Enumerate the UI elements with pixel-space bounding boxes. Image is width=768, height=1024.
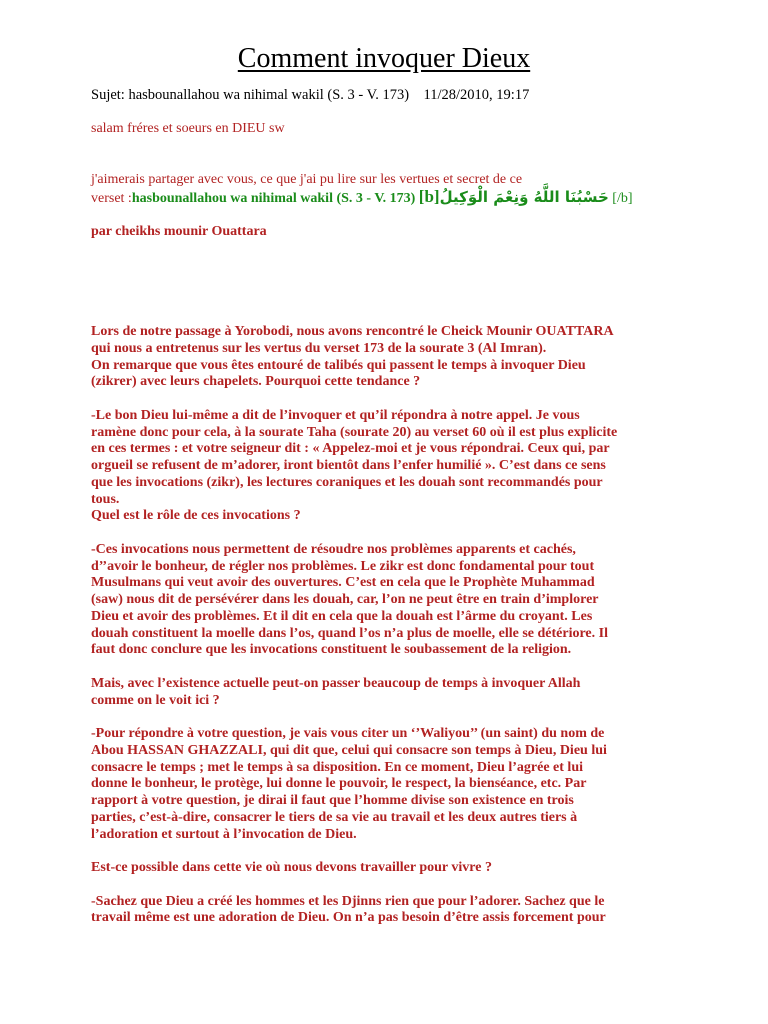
body-paragraph bbox=[91, 408, 691, 525]
body-paragraph bbox=[91, 860, 691, 877]
body-line: consacre le temps ; met le temps à sa disposition. En ce moment, Dieu l’agrée et lui bbox=[91, 759, 583, 775]
body-line: parties, c’est-à-dire, consacrer le tiers de sa vie au travail et les deux autres tiers à bbox=[91, 809, 578, 825]
arabic-verse: حَسْبُنَا اللَّهُ وَنِعْمَ الْوَكِيلُ bbox=[439, 187, 609, 206]
body-paragraph bbox=[91, 542, 691, 659]
body-line: Mais, avec l’existence actuelle peut-on passer beaucoup de temps à invoquer Allah bbox=[91, 675, 581, 691]
body-line: Dieu et avoir des problèmes. Et il dit en cela que la douah est l’ârme du croyant. Les bbox=[91, 608, 593, 624]
body-line: (saw) nous dit de persévérer dans les douah, car, l’on ne peut être en train d’implorer bbox=[91, 592, 599, 607]
bold-close-tag: [/b] bbox=[608, 190, 633, 206]
paragraph-gap bbox=[91, 391, 691, 408]
verse-reference: hasbounallahou wa nihimal wakil (S. 3 - V. 173) bbox=[131, 190, 419, 206]
body-paragraph bbox=[91, 324, 691, 391]
body-paragraph bbox=[91, 676, 691, 710]
intro-prefix: verset : bbox=[91, 190, 132, 206]
body-line: que les invocations (zikr), les lectures coraniques et les douah sont recommandés pour bbox=[91, 474, 603, 490]
body-line: -Sachez que Dieu a créé les hommes et les Djinns rien que pour l’adorer. Sachez que le bbox=[91, 893, 605, 909]
body-line: Est-ce possible dans cette vie où nous devons travailler pour vivre ? bbox=[91, 860, 492, 875]
paragraph-gap bbox=[91, 877, 691, 894]
body-paragraph bbox=[91, 894, 691, 928]
body-line: (zikrer) avec leurs chapelets. Pourquoi cette tendance ? bbox=[91, 374, 421, 390]
intro-verse-line bbox=[91, 186, 691, 206]
body-line: donne le bonheur, le protège, lui donne le pouvoir, le respect, la bienséance, etc. Par bbox=[91, 776, 587, 792]
body-line: douah constituent la moelle dans l’os, quand l’os n’a plus de moelle, elle se détériore. Il bbox=[91, 625, 608, 641]
intro-paragraph bbox=[91, 172, 691, 206]
body-line: Quel est le rôle de ces invocations ? bbox=[91, 508, 301, 524]
article-body bbox=[91, 324, 691, 927]
body-line: l’adoration et surtout à l’invocation de Dieu. bbox=[91, 826, 357, 842]
body-line: tous. bbox=[91, 491, 120, 507]
body-line: faut donc conclure que les invocations constituent le soubassement de la religion. bbox=[91, 642, 572, 658]
body-line: -Ces invocations nous permettent de résoudre nos problèmes apparents et cachés, bbox=[91, 541, 576, 557]
body-line: Abou HASSAN GHAZZALI, qui dit que, celui qui consacre son temps à Dieu, Dieu lui bbox=[91, 742, 607, 758]
greeting-text: salam fréres et soeurs en DIEU sw bbox=[91, 121, 285, 136]
body-line: travail même est une adoration de Dieu. On n’a pas besoin d’être assis forcement pour bbox=[91, 910, 606, 926]
page-title: Comment invoquer Dieux bbox=[237, 43, 531, 74]
body-line: -Pour répondre à votre question, je vais vous citer un ‘’Waliyou’’ (un saint) du nom de bbox=[91, 726, 605, 741]
intro-line: j'aimerais partager avec vous, ce que j'ai pu lire sur les vertues et secret de ce bbox=[91, 172, 523, 187]
body-line: ramène donc pour cela, à la sourate Taha (sourate 20) au verset 60 où il est plus explicite bbox=[91, 424, 618, 440]
body-line: qui nous a entretenus sur les vertus du verset 173 de la sourate 3 (Al Imran). bbox=[91, 340, 547, 356]
body-line: On remarque que vous êtes entouré de talibés qui passent le temps à invoquer Dieu bbox=[91, 357, 586, 373]
author-line: par cheikhs mounir Ouattara bbox=[91, 224, 267, 239]
body-line: Lors de notre passage à Yorobodi, nous avons rencontré le Cheick Mounir OUATTARA bbox=[91, 324, 614, 339]
body-line: orgueil se refusent de m’adorer, iront bientôt dans l’enfer humilié ». C’est dans ce sens bbox=[91, 458, 606, 473]
paragraph-gap bbox=[91, 659, 691, 676]
subject-line: Sujet: hasbounallahou wa nihimal wakil (S. 3 - V. 173) 11/28/2010, 19:17 bbox=[91, 87, 530, 103]
paragraph-gap bbox=[91, 525, 691, 542]
body-line: Musulmans qui veut avoir des ouvertures. C’est en cela que le Prophète Muhammad bbox=[91, 575, 595, 591]
paragraph-gap bbox=[91, 709, 691, 726]
body-line: rapport à votre question, je dirai il faut que l’homme divise son existence en trois bbox=[91, 793, 574, 808]
body-paragraph bbox=[91, 726, 691, 843]
body-line: comme on le voit ici ? bbox=[91, 692, 220, 708]
body-line: en ces termes : et votre seigneur dit : « Appelez-moi et je vous répondrai. Ceux qui, par bbox=[91, 441, 610, 457]
body-line: -Le bon Dieu lui-même a dit de l’invoquer et qu’il répondra à notre appel. Je vous bbox=[91, 407, 580, 423]
paragraph-gap bbox=[91, 843, 691, 860]
bold-open-tag: [b] bbox=[418, 186, 440, 206]
body-line: d’’avoir le bonheur, de régler nos problèmes. Le zikr est donc fondamental pour tout bbox=[91, 558, 595, 574]
